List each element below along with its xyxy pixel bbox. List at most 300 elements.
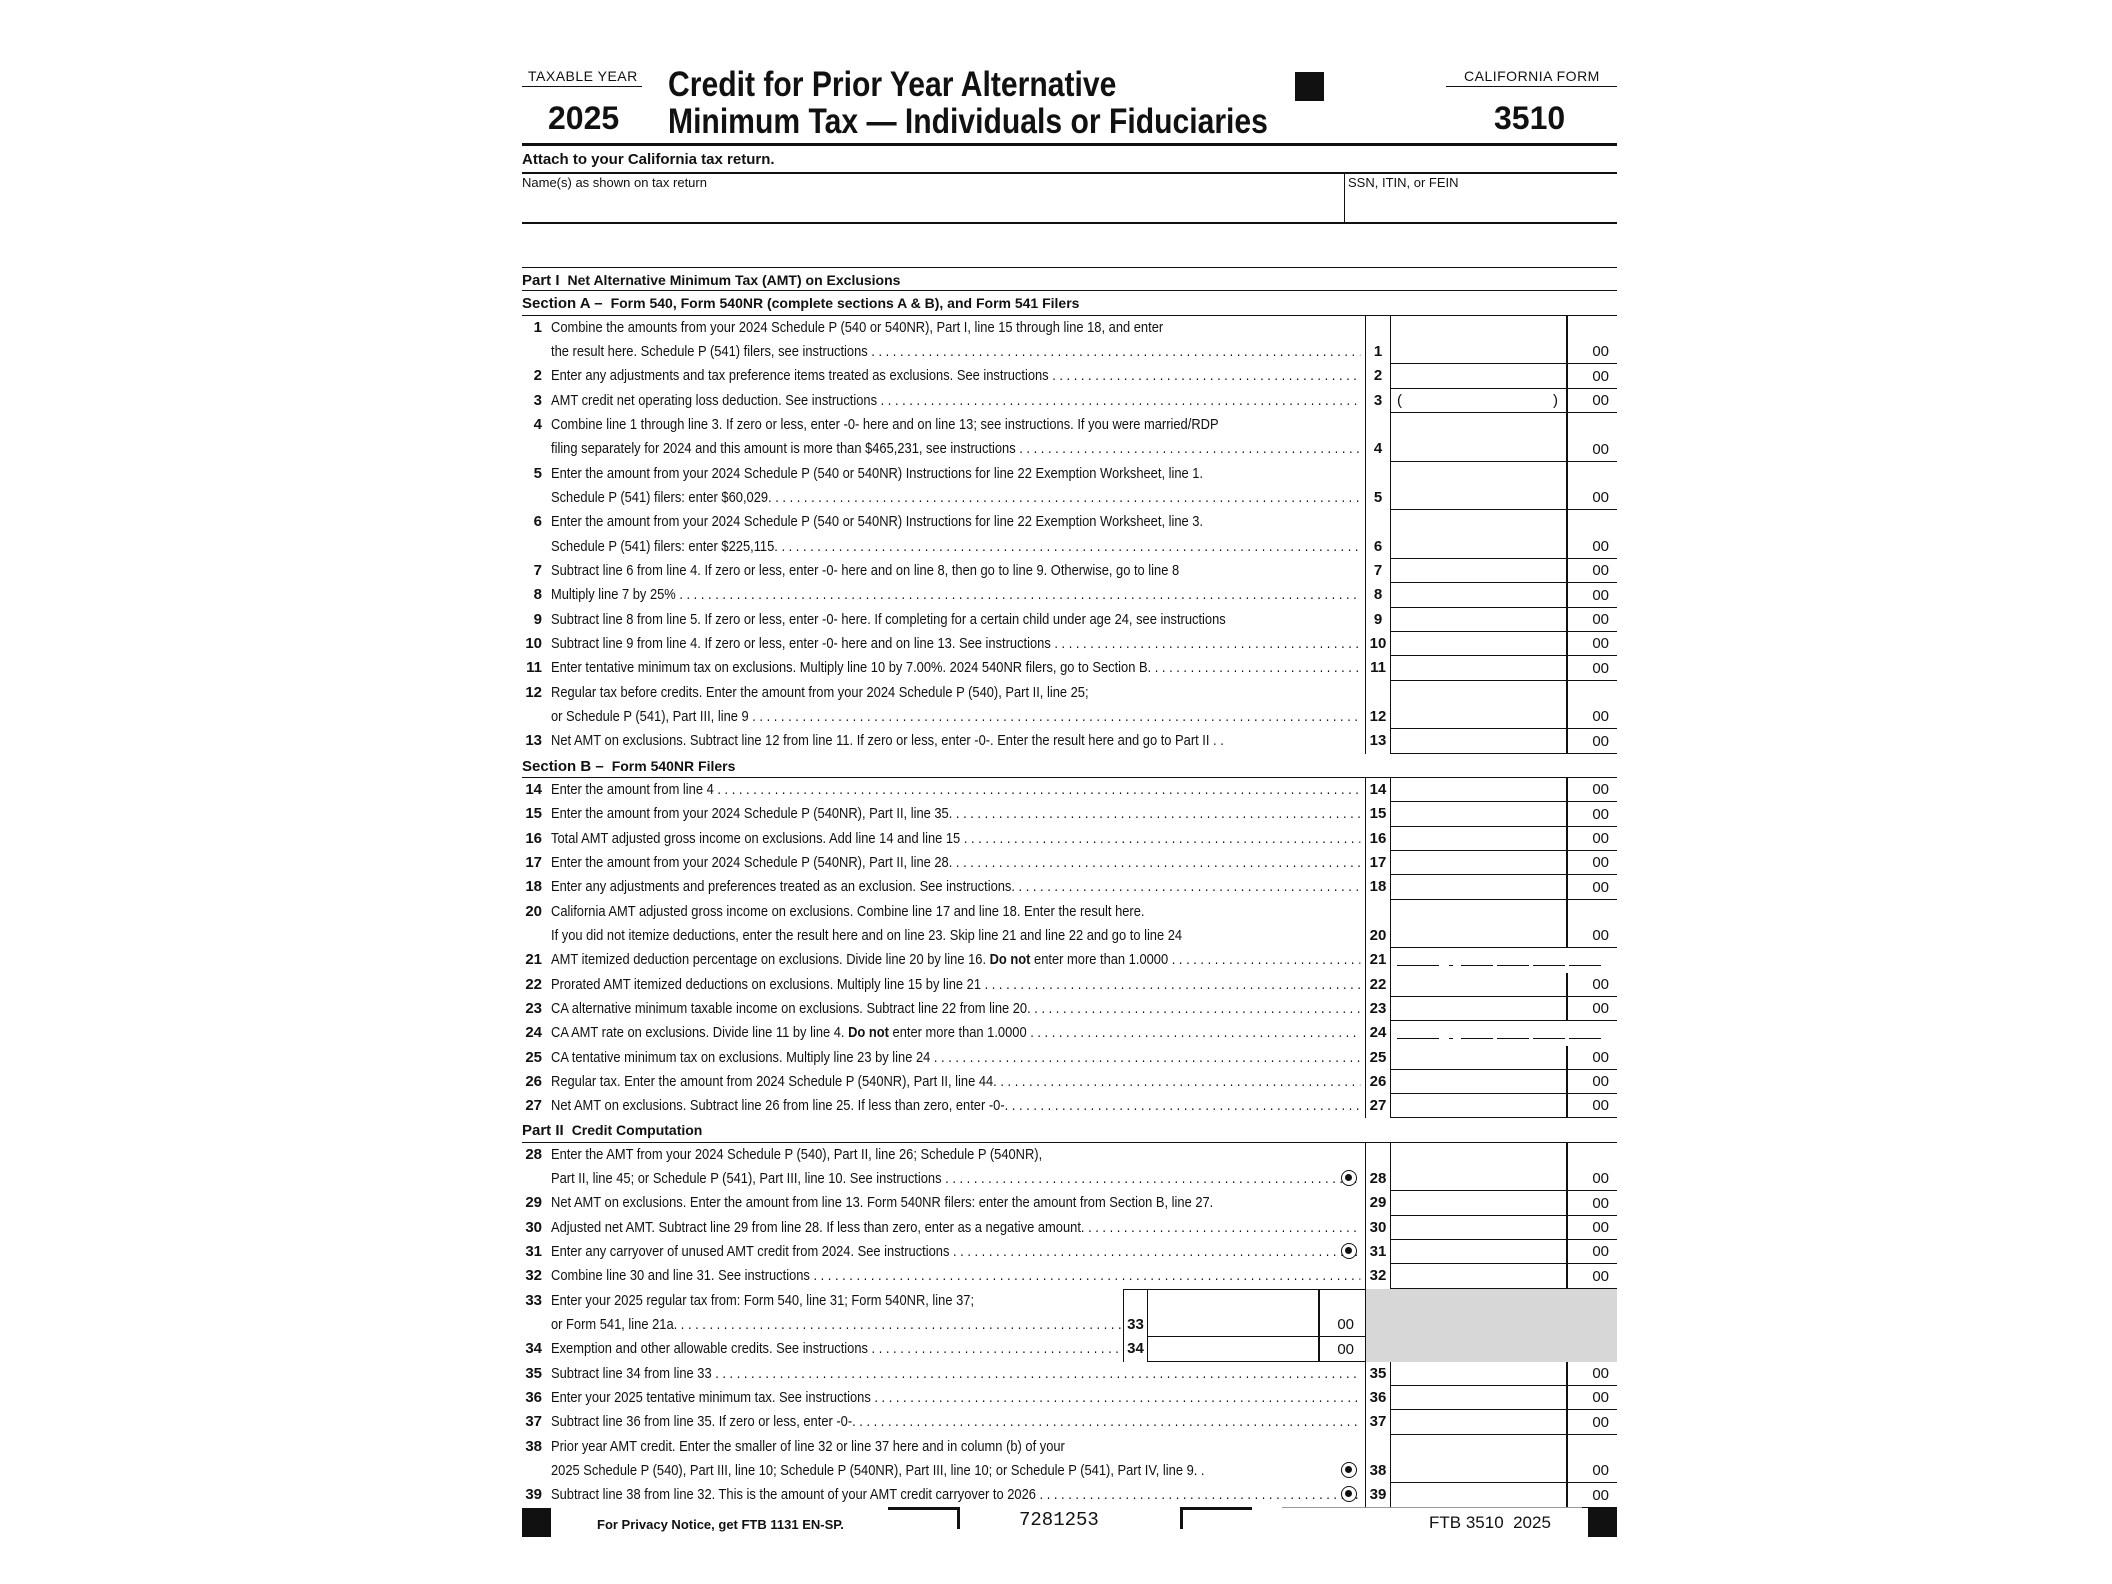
- line-39-cents: 00: [1592, 1486, 1609, 1504]
- line-25-cents: 00: [1592, 1048, 1609, 1066]
- line-32-number: 32: [525, 1267, 542, 1285]
- line-38-bullet-icon: [1341, 1462, 1357, 1478]
- line-10-amount-field[interactable]: [1391, 632, 1617, 656]
- line-22-number: 22: [525, 975, 542, 993]
- line-15-description: Enter the amount from your 2024 Schedule P (540NR), Part II, line 35. . . .: [551, 802, 1360, 826]
- line-33-number: 33: [525, 1291, 542, 1309]
- line-24-number: 24: [525, 1024, 542, 1042]
- line-31-description: Enter any carryover of unused AMT credit from 2024. See instructions . . .: [551, 1240, 1360, 1264]
- line-24-amount-field[interactable]: [1391, 1021, 1617, 1045]
- line-9-cents-divider: [1566, 608, 1568, 631]
- sectionA-header-label: Section A –: [522, 295, 603, 313]
- line-10-description: Subtract line 9 from line 4. If zero or less, enter -0- here and on line 13. See instructions . . .: [551, 632, 1360, 656]
- sectionA-header-title: Form 540, Form 540NR (complete sections A & B), and Form 541 Filers: [610, 295, 1080, 312]
- line-11-cents-divider: [1566, 656, 1568, 679]
- line-37: [522, 1410, 1617, 1434]
- line-6-box-number: 6: [1365, 535, 1391, 559]
- line-20-description-1: California AMT adjusted gross income on exclusions. Combine line 17 and line 18. Enter the result here.: [551, 902, 1145, 920]
- line-21-description: [551, 948, 1360, 972]
- line-8-cents-divider: [1566, 583, 1568, 606]
- part1-header: [522, 267, 1617, 291]
- line-6-cents: 00: [1592, 537, 1609, 555]
- line-38-cents-divider: [1566, 1435, 1568, 1459]
- line-33-inner-cents-divider: [1318, 1313, 1320, 1336]
- line-5-number: 5: [533, 464, 542, 482]
- line-25-amount-field[interactable]: [1391, 1046, 1617, 1070]
- line-8-amount-field[interactable]: [1391, 583, 1617, 607]
- line-35-amount-field[interactable]: [1391, 1362, 1617, 1386]
- line-1-amount-spacer: [1391, 316, 1617, 340]
- scan-bracket-left: [888, 1507, 960, 1529]
- line-3-number: 3: [533, 391, 542, 409]
- line-34-inner-amount[interactable]: [1148, 1337, 1366, 1361]
- line-3-close-paren: ): [1553, 391, 1558, 409]
- line-26-box-number: 26: [1365, 1070, 1391, 1094]
- line-27-box-number: 27: [1365, 1094, 1391, 1118]
- line-3-description: AMT credit net operating loss deduction. See instructions . . .: [551, 389, 1360, 413]
- form-title-line2: Minimum Tax — Individuals or Fiduciaries: [668, 102, 1268, 141]
- line-33-inner-box: [1124, 1290, 1148, 1313]
- line-24-digit-blank: [1569, 1038, 1601, 1039]
- line-6-cents-divider: [1566, 535, 1568, 558]
- line-20-cents-divider: [1566, 924, 1568, 947]
- line-31-bullet-icon: [1341, 1243, 1357, 1259]
- line-5-amount-field[interactable]: [1391, 486, 1617, 510]
- line-29: [522, 1191, 1617, 1215]
- line-14: [522, 778, 1617, 802]
- line-2: [522, 364, 1617, 388]
- line-36-description: Enter your 2025 tentative minimum tax. See instructions . . .: [551, 1386, 1360, 1410]
- form-code: 7281253: [1019, 1509, 1099, 1531]
- scan-bracket-right: [1180, 1507, 1252, 1529]
- line-1-box-spacer: [1365, 316, 1391, 340]
- line-9-description: Subtract line 8 from line 5. If zero or less, enter -0- here. If completing for a certain child under age 24, see instructions: [551, 610, 1226, 628]
- line-14-description: Enter the amount from line 4 . . .: [551, 778, 1360, 802]
- line-13: [522, 729, 1617, 753]
- line-24-emphasis: Do not: [848, 1024, 889, 1042]
- line-25: [522, 1046, 1617, 1070]
- line-34-shaded-area: [1365, 1337, 1617, 1361]
- line-22-cents: 00: [1592, 975, 1609, 993]
- line-21-digit-blank: [1533, 965, 1565, 966]
- registration-mark-bottom-left: [522, 1508, 551, 1537]
- line-10-cents-divider: [1566, 632, 1568, 655]
- footer-rule: [1282, 1507, 1582, 1508]
- line-6-amount-field[interactable]: [1391, 535, 1617, 559]
- line-1-number: 1: [533, 318, 542, 336]
- line-39-amount-field[interactable]: [1391, 1483, 1617, 1507]
- line-33-inner-box: 33: [1124, 1313, 1148, 1337]
- line-18-amount-field[interactable]: [1391, 875, 1617, 899]
- line-21-digit-blank: [1461, 965, 1493, 966]
- line-14-box-number: 14: [1365, 778, 1391, 802]
- line-12-description: or Schedule P (541), Part III, line 9 . . .: [551, 705, 1360, 729]
- line-11: [522, 656, 1617, 680]
- line-11-cents: 00: [1592, 659, 1609, 677]
- line-33-description: or Form 541, line 21a. . . .: [551, 1313, 1123, 1337]
- line-11-number: 11: [526, 659, 542, 677]
- line-39-cents-divider: [1566, 1483, 1568, 1506]
- line-2-number: 2: [533, 367, 542, 385]
- line-12-number: 12: [525, 683, 542, 701]
- line-18: [522, 875, 1617, 899]
- line-20-number: 20: [525, 902, 542, 920]
- line-6-description-1: Enter the amount from your 2024 Schedule P (540 or 540NR) Instructions for line 22 Exemption Worksheet, line 3.: [551, 513, 1204, 531]
- line-6-cents-divider: [1566, 510, 1568, 534]
- line-35-box-number: 35: [1365, 1362, 1391, 1386]
- ssn-input[interactable]: [1348, 192, 1613, 220]
- line-5-box-spacer: [1365, 462, 1391, 486]
- registration-mark-bottom-right: [1588, 1508, 1617, 1537]
- line-24-desc-part1: CA AMT rate on exclusions. Divide line 11 by line 4.: [551, 1024, 849, 1042]
- line-35-cents-divider: [1566, 1362, 1568, 1385]
- line-21: [522, 948, 1617, 972]
- line-38-amount-field[interactable]: [1391, 1459, 1617, 1483]
- line-28-cents-divider: [1566, 1143, 1568, 1167]
- line-30-box-number: 30: [1365, 1216, 1391, 1240]
- line-31-amount-field[interactable]: [1391, 1240, 1617, 1264]
- line-35-number: 35: [525, 1364, 542, 1382]
- line-3-amount-field[interactable]: [1391, 389, 1617, 413]
- line-33-inner-amount: [1148, 1290, 1366, 1313]
- form-lines: [522, 267, 1617, 1508]
- line-5-text-1: [522, 462, 1617, 486]
- line-34-inner-column: [1123, 1337, 1365, 1361]
- line-18-cents: 00: [1592, 878, 1609, 896]
- line-27: [522, 1094, 1617, 1118]
- line-20-amount-spacer: [1391, 900, 1617, 924]
- line-21-number: 21: [525, 951, 542, 969]
- line-5-cents: 00: [1592, 489, 1609, 507]
- line-24-description: [551, 1021, 1360, 1045]
- line-14-cents: 00: [1592, 781, 1609, 799]
- line-38-number: 38: [525, 1437, 542, 1455]
- line-28-amount-field[interactable]: [1391, 1167, 1617, 1191]
- line-12-description-1: Regular tax before credits. Enter the amount from your 2024 Schedule P (540), Part II, line 25;: [551, 683, 1089, 701]
- line-12-amount-field[interactable]: [1391, 705, 1617, 729]
- part2-header: [522, 1118, 1617, 1142]
- line-13-description: Net AMT on exclusions. Subtract line 12 from line 11. If zero or less, enter -0-. Enter the result here and go to Part II . .: [551, 732, 1224, 750]
- line-28-amount-spacer: [1391, 1143, 1617, 1167]
- part2-header-label: Part II: [522, 1122, 564, 1140]
- line-13-amount-field[interactable]: [1391, 729, 1617, 753]
- line-21-digit-blank: [1449, 965, 1453, 966]
- line-38-box-number: 38: [1365, 1459, 1391, 1483]
- line-20: [522, 924, 1617, 948]
- name-input[interactable]: [522, 192, 1340, 220]
- line-11-amount-field[interactable]: [1391, 656, 1617, 680]
- line-15-cents: 00: [1592, 805, 1609, 823]
- line-33-shaded-area: [1365, 1313, 1617, 1337]
- line-9: [522, 608, 1617, 632]
- line-29-cents: 00: [1592, 1194, 1609, 1212]
- line-6-text-1: [522, 510, 1617, 534]
- line-23-number: 23: [525, 999, 542, 1017]
- line-4-cents-divider: [1566, 413, 1568, 437]
- line-22: [522, 973, 1617, 997]
- line-4-cents: 00: [1592, 440, 1609, 458]
- line-28-box-number: 28: [1365, 1167, 1391, 1191]
- line-38-text-1: [522, 1435, 1617, 1459]
- line-36-cents: 00: [1592, 1389, 1609, 1407]
- line-15-number: 15: [525, 805, 542, 823]
- line-23-amount-field[interactable]: [1391, 997, 1617, 1021]
- line-28-description: Part II, line 45; or Schedule P (541), Part III, line 10. See instructions . . .: [551, 1167, 1360, 1191]
- line-24-desc-part2: enter more than 1.0000: [888, 1024, 1027, 1042]
- line-13-box-number: 13: [1365, 729, 1391, 753]
- line-26-cents: 00: [1592, 1073, 1609, 1091]
- line-33: [522, 1313, 1617, 1337]
- taxable-year-rule: [522, 86, 642, 87]
- line-34-inner-box: 34: [1124, 1337, 1148, 1361]
- line-27-number: 27: [525, 1097, 542, 1115]
- line-18-box-number: 18: [1365, 875, 1391, 899]
- line-26-description: Regular tax. Enter the amount from 2024 Schedule P (540NR), Part II, line 44. . . .: [551, 1070, 1360, 1094]
- line-8-cents: 00: [1592, 586, 1609, 604]
- line-4-cents-divider: [1566, 437, 1568, 460]
- line-23-box-number: 23: [1365, 997, 1391, 1021]
- line-17-box-number: 17: [1365, 851, 1391, 875]
- name-field-label: Name(s) as shown on tax return: [522, 175, 707, 190]
- line-33-inner-amount[interactable]: [1148, 1313, 1366, 1337]
- form-number: 3510: [1494, 100, 1566, 136]
- line-17: [522, 851, 1617, 875]
- line-24-digit-blank: [1533, 1038, 1565, 1039]
- line-25-description: CA tentative minimum tax on exclusions. Multiply line 23 by line 24 . . .: [551, 1046, 1360, 1070]
- line-31-cents: 00: [1592, 1243, 1609, 1261]
- sectionA-header: [522, 291, 1617, 315]
- line-21-digit-blank: [1497, 965, 1529, 966]
- line-39: [522, 1483, 1617, 1507]
- line-37-cents: 00: [1592, 1413, 1609, 1431]
- line-23: [522, 997, 1617, 1021]
- line-12: [522, 705, 1617, 729]
- sectionB-header: [522, 754, 1617, 778]
- line-3: [522, 389, 1617, 413]
- line-30-number: 30: [525, 1218, 542, 1236]
- line-16-number: 16: [525, 829, 542, 847]
- line-27-cents-divider: [1566, 1094, 1568, 1117]
- line-1-cents-divider: [1566, 316, 1568, 340]
- line-31-cents-divider: [1566, 1240, 1568, 1263]
- line-13-cents: 00: [1592, 732, 1609, 750]
- line-21-box-number: 21: [1365, 948, 1391, 972]
- line-12-cents-divider: [1566, 681, 1568, 705]
- line-28-cents-divider: [1566, 1167, 1568, 1190]
- line-36-number: 36: [525, 1389, 542, 1407]
- line-37-amount-field[interactable]: [1391, 1410, 1617, 1434]
- line-5-cents-divider: [1566, 462, 1568, 486]
- line-4-text-1: [522, 413, 1617, 437]
- line-30-amount-field[interactable]: [1391, 1216, 1617, 1240]
- line-29-description: Net AMT on exclusions. Enter the amount from line 13. Form 540NR filers: enter the amount from Section B, line 27.: [551, 1194, 1214, 1212]
- line-3-cents-divider: [1566, 389, 1568, 412]
- line-35-description: Subtract line 34 from line 33 . . .: [551, 1362, 1360, 1386]
- line-20-text-1: [522, 900, 1617, 924]
- line-16-box-number: 16: [1365, 827, 1391, 851]
- line-36-cents-divider: [1566, 1386, 1568, 1409]
- line-3-cents: 00: [1592, 391, 1609, 409]
- ssn-field-label: SSN, ITIN, or FEIN: [1348, 175, 1459, 190]
- part1-header-title: Net Alternative Minimum Tax (AMT) on Exclusions: [567, 272, 901, 288]
- line-17-number: 17: [525, 853, 542, 871]
- line-34: [522, 1337, 1617, 1361]
- line-6-number: 6: [533, 513, 542, 531]
- line-37-description: Subtract line 36 from line 35. If zero or less, enter -0-. . . .: [551, 1410, 1360, 1434]
- line-10-cents: 00: [1592, 635, 1609, 653]
- line-23-description: CA alternative minimum taxable income on exclusions. Subtract line 22 from line 20. . . .: [551, 997, 1360, 1021]
- line-17-cents: 00: [1592, 854, 1609, 872]
- line-2-cents: 00: [1592, 367, 1609, 385]
- header-rule: [522, 143, 1617, 146]
- line-38-description-1: Prior year AMT credit. Enter the smaller of line 32 or line 37 here and in column (b) of your: [551, 1437, 1065, 1455]
- line-39-box-number: 39: [1365, 1483, 1391, 1507]
- line-29-number: 29: [525, 1194, 542, 1212]
- line-2-box-number: 2: [1365, 364, 1391, 388]
- line-38-cents-divider: [1566, 1459, 1568, 1482]
- line-27-cents: 00: [1592, 1097, 1609, 1115]
- line-9-amount-field[interactable]: [1391, 608, 1617, 632]
- line-21-digit-blank: [1397, 965, 1439, 966]
- line-30-cents: 00: [1592, 1219, 1609, 1237]
- line-23-cents-divider: [1566, 997, 1568, 1020]
- line-20-description: If you did not itemize deductions, enter the result here and on line 23. Skip line 21 and line 22 and go to line 24: [551, 926, 1183, 944]
- name-ssn-divider: [1344, 172, 1345, 222]
- line-8: [522, 583, 1617, 607]
- line-38-amount-spacer: [1391, 1435, 1617, 1459]
- taxable-year: 2025: [548, 100, 620, 136]
- line-24: [522, 1021, 1617, 1045]
- line-30: [522, 1216, 1617, 1240]
- line-5-amount-spacer: [1391, 462, 1617, 486]
- line-14-amount-field[interactable]: [1391, 778, 1617, 802]
- line-21-amount-field[interactable]: [1391, 948, 1617, 972]
- line-12-box-number: 12: [1365, 705, 1391, 729]
- line-33-inner-column: [1123, 1313, 1365, 1337]
- line-30-description: Adjusted net AMT. Subtract line 29 from line 28. If less than zero, enter as a negative amount. . . .: [551, 1216, 1360, 1240]
- line-34-description: Exemption and other allowable credits. See instructions . . .: [551, 1337, 1123, 1361]
- line-36-amount-field[interactable]: [1391, 1386, 1617, 1410]
- line-16-amount-field[interactable]: [1391, 827, 1617, 851]
- line-28-number: 28: [525, 1145, 542, 1163]
- line-2-amount-field[interactable]: [1391, 364, 1617, 388]
- line-5-box-number: 5: [1365, 486, 1391, 510]
- line-24-digit-blank: [1461, 1038, 1493, 1039]
- line-7-description: Subtract line 6 from line 4. If zero or less, enter -0- here and on line 8, then go to line 9. Otherwise, go to line 8: [551, 561, 1180, 579]
- line-29-amount-field[interactable]: [1391, 1191, 1617, 1215]
- line-29-box-number: 29: [1365, 1191, 1391, 1215]
- line-31-number: 31: [525, 1243, 542, 1261]
- line-18-number: 18: [525, 878, 542, 896]
- line-9-number: 9: [533, 610, 542, 628]
- line-28-description-1: Enter the AMT from your 2024 Schedule P (540), Part II, line 26; Schedule P (540NR),: [551, 1145, 1043, 1163]
- line-3-open-paren: (: [1397, 391, 1402, 409]
- line-10-number: 10: [525, 634, 542, 652]
- line-37-box-number: 37: [1365, 1410, 1391, 1434]
- line-5-description-1: Enter the amount from your 2024 Schedule P (540 or 540NR) Instructions for line 22 Exemption Worksheet, line 1.: [551, 464, 1204, 482]
- line-20-amount-field[interactable]: [1391, 924, 1617, 948]
- line-14-number: 14: [525, 780, 542, 798]
- line-4-amount-field[interactable]: [1391, 437, 1617, 461]
- registration-mark-top: [1295, 72, 1324, 101]
- part2-header-title: Credit Computation: [571, 1122, 703, 1139]
- line-4-description-1: Combine line 1 through line 3. If zero or less, enter -0- here and on line 13; see instructions. If you were married/RDP: [551, 415, 1219, 433]
- line-1-description-1: Combine the amounts from your 2024 Schedule P (540 or 540NR), Part I, line 15 through line 18, and enter: [551, 318, 1164, 336]
- line-10-box-number: 10: [1365, 632, 1391, 656]
- line-27-amount-field[interactable]: [1391, 1094, 1617, 1118]
- line-23-cents: 00: [1592, 1000, 1609, 1018]
- line-22-cents-divider: [1566, 973, 1568, 996]
- line-27-description: Net AMT on exclusions. Subtract line 26 from line 25. If less than zero, enter -0-. . . .: [551, 1094, 1360, 1118]
- line-20-cents: 00: [1592, 927, 1609, 945]
- line-28-text-1: [522, 1143, 1617, 1167]
- line-20-cents-divider: [1566, 900, 1568, 924]
- line-7-amount-field[interactable]: [1391, 559, 1617, 583]
- form-title-line1: Credit for Prior Year Alternative: [668, 65, 1117, 104]
- line-33-text-1: [522, 1289, 1617, 1313]
- line-17-amount-field[interactable]: [1391, 851, 1617, 875]
- line-3-box-number: 3: [1365, 389, 1391, 413]
- line-26-amount-field[interactable]: [1391, 1070, 1617, 1094]
- line-7-cents: 00: [1592, 562, 1609, 580]
- line-7-number: 7: [533, 561, 542, 579]
- line-1-amount-field[interactable]: [1391, 340, 1617, 364]
- line-38-description: 2025 Schedule P (540), Part III, line 10; Schedule P (540NR), Part III, line 10; or Schedule P (541), Part IV, line 9. .: [551, 1462, 1205, 1480]
- line-12-cents: 00: [1592, 708, 1609, 726]
- line-1: [522, 340, 1617, 364]
- line-35-cents: 00: [1592, 1365, 1609, 1383]
- line-39-number: 39: [525, 1486, 542, 1504]
- line-26-cents-divider: [1566, 1070, 1568, 1093]
- line-33-description-1: Enter your 2025 regular tax from: Form 540, line 31; Form 540NR, line 37;: [551, 1291, 975, 1309]
- line-6: [522, 535, 1617, 559]
- line-25-number: 25: [525, 1048, 542, 1066]
- line-6-box-spacer: [1365, 510, 1391, 534]
- line-38-box-spacer: [1365, 1435, 1391, 1459]
- part1-header-label: Part I: [522, 272, 560, 289]
- line-14-cents-divider: [1566, 778, 1568, 801]
- line-7-box-number: 7: [1365, 559, 1391, 583]
- line-16-cents-divider: [1566, 827, 1568, 850]
- line-15-cents-divider: [1566, 802, 1568, 825]
- line-32-amount-field[interactable]: [1391, 1264, 1617, 1288]
- line-24-digit-blank: [1449, 1038, 1453, 1039]
- line-8-description: Multiply line 7 by 25% . . .: [551, 583, 1360, 607]
- line-22-amount-field[interactable]: [1391, 973, 1617, 997]
- line-33-inner-cents: 00: [1337, 1316, 1354, 1334]
- line-2-description: Enter any adjustments and tax preference items treated as exclusions. See instructions . . .: [551, 364, 1360, 388]
- line-32-cents-divider: [1566, 1264, 1568, 1287]
- line-32-box-number: 32: [1365, 1264, 1391, 1288]
- line-21-desc-part2: enter more than 1.0000: [1030, 951, 1169, 969]
- line-28: [522, 1167, 1617, 1191]
- line-33-inner-column: [1123, 1289, 1365, 1313]
- line-15-amount-field[interactable]: [1391, 802, 1617, 826]
- line-39-description: Subtract line 38 from line 32. This is the amount of your AMT credit carryover to 2026 . . .: [551, 1483, 1360, 1507]
- attach-instruction: Attach to your California tax return.: [522, 151, 775, 168]
- line-17-description: Enter the amount from your 2024 Schedule P (540NR), Part II, line 28. . . .: [551, 851, 1360, 875]
- line-12-box-spacer: [1365, 681, 1391, 705]
- line-11-box-number: 11: [1365, 656, 1391, 680]
- line-35: [522, 1362, 1617, 1386]
- line-13-number: 13: [525, 732, 542, 750]
- line-37-number: 37: [525, 1413, 542, 1431]
- california-form-label: CALIFORNIA FORM: [1464, 68, 1600, 84]
- line-12-amount-spacer: [1391, 681, 1617, 705]
- line-5: [522, 486, 1617, 510]
- line-9-box-number: 9: [1365, 608, 1391, 632]
- line-31: [522, 1240, 1617, 1264]
